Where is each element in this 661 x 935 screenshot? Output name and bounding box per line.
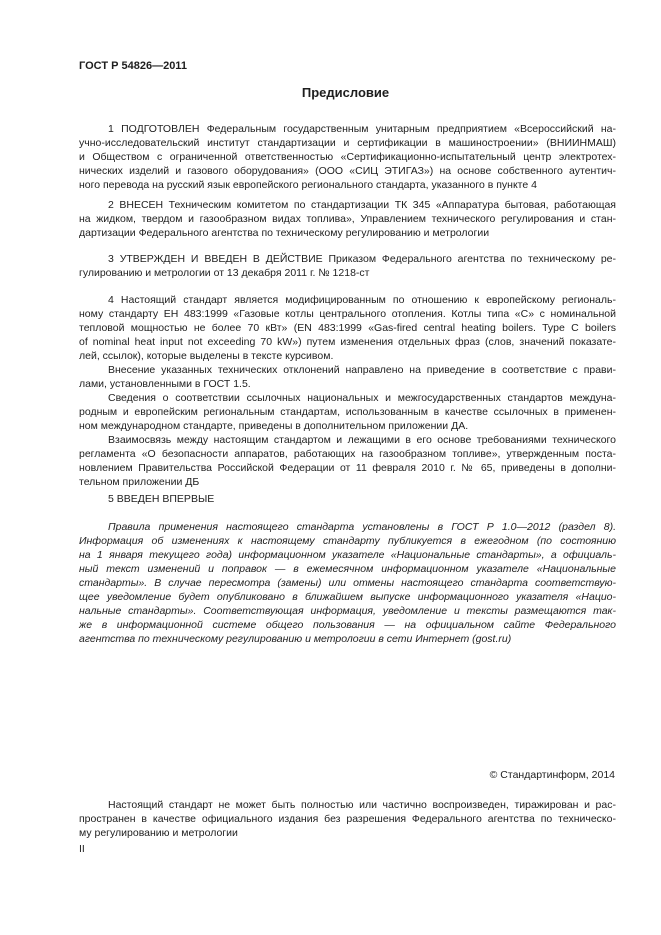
text-line: ному стандарту ЕН 483:1999 «Газовые котлы центрального отопления. Котлы типа «С» с номинальной — [79, 308, 616, 320]
text-line: новлением Правительства Российской Федерации от 11 февраля 2010 г. № 65, приведены в дополни- — [79, 462, 616, 474]
page-title: Предисловие — [301, 85, 390, 100]
text-line: Внесение указанных технических отклонений направлено на приведение в соответствие с прави- — [108, 364, 616, 376]
text-line: Информация об изменениях к настоящему стандарту публикуется в ежегодном (по состоянию — [79, 535, 616, 547]
page-number: II — [79, 843, 85, 855]
text-line: Сведения о соответствии ссылочных национальных и межгосударственных стандартов междуна- — [108, 392, 616, 404]
text-line: ный текст изменений и поправок — в ежемесячном информационном указателе «Национальные — [79, 563, 616, 575]
text-line: Правила применения настоящего стандарта установлены в ГОСТ Р 1.0—2012 (раздел 8). — [108, 521, 616, 533]
text-line: Взаимосвязь между настоящим стандартом и лежащими в его основе требованиями технического — [108, 434, 616, 446]
text-line: лами, установленными в ГОСТ 1.5. — [79, 378, 251, 390]
text-line: Настоящий стандарт не может быть полностью или частично воспроизведен, тиражирован и рас- — [108, 799, 616, 811]
text-line: стандарты». В случае пересмотра (замены) или отмены настоящего стандарта соответствую- — [79, 577, 616, 589]
section-5 — [79, 492, 616, 506]
text-line: of nominal heat input not exceeding 70 kW») путем изменения отдельных фраз (слов, значений показате- — [79, 336, 616, 348]
text-line: му регулированию и метрологии — [79, 827, 238, 839]
text-line: 2 ВНЕСЕН Техническим комитетом по стандартизации ТК 345 «Аппаратура бытовая, работающая — [108, 199, 616, 211]
document-code: ГОСТ Р 54826—2011 — [79, 60, 187, 72]
section-3 — [79, 252, 616, 280]
text-line: нальные стандарты». Соответствующая информация, уведомление и тексты размещаются так- — [79, 605, 616, 617]
text-line: родным и европейским региональным стандартам, использованным в качестве ссылочных в применен- — [79, 406, 616, 418]
text-line: дартизации Федерального агентства по техническому регулированию и метрологии — [79, 227, 490, 239]
text-line: гулированию и метрологии от 13 декабря 2011 г. № 1218-ст — [79, 267, 370, 279]
text-line: 5 ВВЕДЕН ВПЕРВЫЕ — [108, 493, 215, 505]
text-line: пространен в качестве официального издания без разрешения Федерального агентства по техническо- — [79, 813, 616, 825]
text-line: агентства по техническому регулированию и метрологии в сети Интернет (gost.ru) — [79, 633, 512, 645]
text-line: ного перевода на русский язык европейского регионального стандарта, указанного в пункте 4 — [79, 179, 537, 191]
text-line: нических изделий и газового оборудования» (ООО «СИЦ ЭТИГАЗ») на основе собственного аутентич- — [79, 165, 616, 177]
text-line: 4 Настоящий стандарт является модифицированным по отношению к европейскому региональ- — [108, 294, 616, 306]
section-4 — [79, 293, 616, 489]
text-line: учно-исследовательский институт стандартизации и сертификации в машиностроении» (ВНИИНМАШ) — [79, 137, 616, 149]
text-line: щее уведомление будет опубликовано в ближайшем выпуске информационного указателя «Нацио- — [79, 591, 616, 603]
copyright: © Стандартинформ, 2014 — [489, 769, 615, 781]
text-line: на 1 января текущего года) информационном указателе «Национальные стандарты», а официаль- — [79, 549, 616, 561]
text-line: же в информационной системе общего пользования — на официальном сайте Федерального — [79, 619, 616, 631]
text-line: ном международном стандарте, приведены в дополнительном приложении ДА. — [79, 420, 469, 432]
text-line: на жидком, твердом и газообразном видах топлива», Управлением технического регулирования и стан- — [79, 213, 616, 225]
text-line: лей, ссылок), которые выделены в тексте курсивом. — [79, 350, 334, 362]
text-line: тепловой мощностью не более 70 кВт» (EN 483:1999 «Gas-fired central heating boilers. Type C boilers — [79, 322, 616, 334]
section-2 — [79, 198, 616, 240]
reproduction-notice — [79, 798, 616, 840]
application-rules — [79, 520, 616, 646]
text-line: регламента «О безопасности аппаратов, работающих на газообразном топливе», утвержденным поста- — [79, 448, 616, 460]
text-line: тельном приложении ДБ — [79, 476, 200, 488]
text-line: и Обществом с ограниченной ответственностью «Сертификационно-испытательный центр электротех- — [79, 151, 616, 163]
text-line: 3 УТВЕРЖДЕН И ВВЕДЕН В ДЕЙСТВИЕ Приказом Федерального агентства по техническому ре- — [108, 253, 616, 265]
text-line: 1 ПОДГОТОВЛЕН Федеральным государственным унитарным предприятием «Всероссийский на- — [108, 123, 616, 135]
section-1 — [79, 122, 616, 192]
